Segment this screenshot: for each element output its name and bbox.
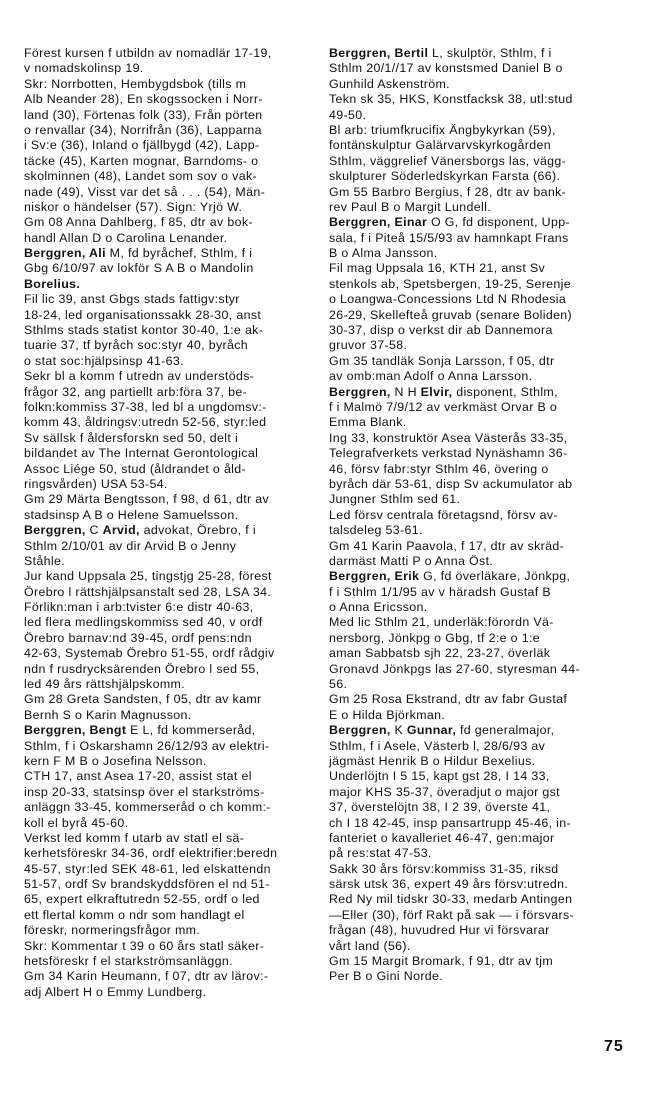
entry-text: f i Sthlm 1/1/95 av v häradsh Gustaf B — [329, 584, 551, 599]
entry-text: Ing 33, konstruktör Asea Västerås 33-35, — [329, 430, 568, 445]
text-line — [24, 908, 314, 923]
entry-text: rev Paul B o Margit Lundell. — [329, 199, 492, 214]
text-line — [329, 231, 621, 246]
text-line — [24, 816, 314, 831]
text-line — [329, 154, 621, 169]
text-line — [329, 631, 621, 646]
text-line — [329, 215, 621, 230]
entry-heading-name: Berggren, Ali — [24, 246, 106, 261]
entry-text: land (30), Förtenas folk (33), Från pörten — [24, 107, 263, 122]
entry-text: gruvor 37-58. — [329, 338, 408, 353]
entry-text: frågan (48), huvudred Hur vi försvarar — [329, 923, 550, 938]
entry-text: föreskr, normeringsfrågor mm. — [24, 923, 201, 938]
entry-text: skolminnen (48), Landet som sov o vak- — [24, 169, 257, 184]
entry-text: sala, f i Piteå 15/5/93 av hamnkapt Frans — [329, 230, 569, 245]
text-line — [329, 816, 621, 831]
text-line — [329, 923, 621, 938]
entry-heading-name: Berggren, Bengt — [24, 723, 127, 738]
text-line — [329, 123, 621, 138]
text-line — [24, 646, 314, 661]
entry-text: Fil mag Uppsala 16, KTH 21, anst Sv — [329, 261, 546, 276]
entry-heading-name: Elvir, — [420, 384, 453, 399]
text-line — [329, 108, 621, 123]
entry-text: Med lic Sthlm 21, underläk:förordn Vä- — [329, 615, 554, 630]
entry-text: Gm 35 tandläk Sonja Larsson, f 05, dtr — [329, 353, 555, 368]
text-line — [24, 108, 314, 123]
text-line — [329, 292, 621, 307]
entry-text: 45-57, styr:led SEK 48-61, led elskattendn — [24, 861, 271, 876]
text-line — [329, 77, 621, 92]
entry-text: 30-37, disp o verkst dir ab Dannemora — [329, 323, 553, 338]
entry-text: Sthlms stads statist kontor 30-40, 1:e ak- — [24, 323, 264, 338]
entry-text: led flera medlingskommiss sed 40, v ordf — [24, 615, 263, 630]
entry-text: Förlikn:man i arb:tvister 6:e distr 40-63, — [24, 600, 254, 615]
entry-text: f i Malmö 7/9/12 av verkmäst Orvar B o — [329, 399, 558, 414]
entry-text: Gm 08 Anna Dahlberg, f 85, dtr av bok- — [24, 215, 253, 230]
entry-text: fd generalmajor, — [456, 723, 555, 738]
text-line — [24, 877, 314, 892]
entry-text: Per B o Gini Norde. — [329, 969, 444, 984]
text-line — [329, 954, 621, 969]
text-line — [24, 631, 314, 646]
entry-text: Gm 29 Märta Bengtsson, f 98, d 61, dtr av — [24, 492, 270, 507]
text-line — [329, 338, 621, 353]
entry-text: Gm 15 Margit Bromark, f 91, dtr av tjm — [329, 954, 553, 969]
text-line — [329, 539, 621, 554]
entry-text: Red Ny mil tidskr 30-33, medarb Antingen — [329, 892, 573, 907]
entry-text: särsk utsk 36, expert 49 års försv:utredn. — [329, 877, 569, 892]
text-line — [24, 754, 314, 769]
entry-text: 26-29, Skellefteå gruvab (senare Boliden) — [329, 307, 573, 322]
text-line — [24, 492, 314, 507]
text-line — [329, 862, 621, 877]
text-line — [24, 739, 314, 754]
text-line — [24, 400, 314, 415]
text-line — [24, 785, 314, 800]
text-line — [329, 462, 621, 477]
text-line — [329, 692, 621, 707]
entry-text: komm 43, åldringsv:utredn 52-56, styr:led — [24, 415, 267, 430]
entry-text: aman Sabbatsb sjh 22, 23-27, överläk — [329, 646, 551, 661]
entry-text: nade (49), Visst var det så . . . (54), Män- — [24, 184, 266, 199]
entry-text: Sv sällsk f åldersforskn sed 50, delt i — [24, 430, 239, 445]
text-line — [24, 800, 314, 815]
text-line — [24, 308, 314, 323]
text-line — [329, 569, 621, 584]
entry-text: N H — [390, 384, 421, 399]
text-line — [329, 185, 621, 200]
entry-text: L, skulptör, Sthlm, f i — [428, 46, 552, 60]
text-line — [24, 892, 314, 907]
entry-text: på res:stat 47-53. — [329, 846, 432, 861]
text-line — [329, 200, 621, 215]
text-line — [329, 323, 621, 338]
text-line — [329, 892, 621, 907]
text-line — [24, 523, 314, 538]
text-line — [329, 908, 621, 923]
entry-text: 65, expert elkraftutredn 52-55, ordf o led — [24, 892, 260, 907]
text-line — [329, 446, 621, 461]
entry-text: insp 20-33, statsinsp över el starkströms- — [24, 784, 265, 799]
text-line — [329, 969, 621, 984]
text-line — [329, 261, 621, 276]
text-line — [24, 615, 314, 630]
entry-text: disponent, Sthlm, — [452, 384, 558, 399]
entry-text: G, fd överläkare, Jönkpg, — [419, 569, 571, 584]
entry-heading-name: Berggren, — [329, 384, 391, 399]
text-line — [329, 600, 621, 615]
text-line — [329, 492, 621, 507]
entry-text: ett flertal komm o ndr som handlagt el — [24, 907, 245, 922]
text-line — [24, 215, 314, 230]
text-line — [329, 877, 621, 892]
entry-text: Örebro l rättshjälpsanstalt sed 28, LSA 34. — [24, 584, 272, 599]
text-line — [24, 169, 314, 184]
text-line — [329, 939, 621, 954]
text-line — [329, 169, 621, 184]
text-line — [24, 585, 314, 600]
entry-text: Sekr bl a komm f utredn av understöds- — [24, 369, 255, 384]
entry-text: Fil lic 39, anst Gbgs stads fattigv:styr — [24, 292, 240, 307]
text-line — [24, 969, 314, 984]
page-number: 75 — [604, 1038, 624, 1055]
entry-text: Gm 34 Karin Heumann, f 07, dtr av lärov:- — [24, 969, 269, 984]
text-line — [329, 508, 621, 523]
entry-heading-name: Gunnar, — [406, 723, 457, 738]
text-line — [24, 831, 314, 846]
entry-text: adj Albert H o Emmy Lundberg. — [24, 984, 207, 999]
entry-text: Gm 55 Barbro Bergius, f 28, dtr av bank- — [329, 184, 567, 199]
text-line — [329, 677, 621, 692]
entry-text: 49-50. — [329, 107, 367, 122]
entry-text: Alb Neander 28), En skogssocken i Norr- — [24, 92, 263, 107]
entry-text: Assoc Liége 50, stud (åldrandet o åld- — [24, 461, 247, 476]
entry-text: Gm 41 Karin Paavola, f 17, dtr av skräd- — [329, 538, 565, 553]
text-line — [329, 308, 621, 323]
text-line — [24, 277, 314, 292]
text-line — [24, 939, 314, 954]
text-line — [24, 539, 314, 554]
entry-text: niskor o händelser (57). Sign: Yrjö W. — [24, 199, 243, 214]
entry-text: Ståhle. — [24, 553, 66, 568]
entry-text: 37, överstelöjtn 38, I 2 39, överste 41, — [329, 800, 551, 815]
text-line — [24, 677, 314, 692]
text-line — [329, 61, 621, 76]
entry-text: CTH 17, anst Asea 17-20, assist stat el — [24, 769, 252, 784]
text-line — [329, 92, 621, 107]
text-line — [24, 508, 314, 523]
entry-text: ringsvården) USA 53-54. — [24, 476, 168, 491]
entry-text: M, fd byråchef, Sthlm, f i — [105, 246, 253, 261]
entry-text: skulpturer Söderledskyrkan Farsta (66). — [329, 169, 561, 184]
text-line — [24, 246, 314, 261]
entry-text: —Eller (30), förf Rakt på sak — i försvars- — [329, 907, 575, 922]
text-line — [329, 431, 621, 446]
text-line — [24, 138, 314, 153]
entry-text: Gronavd Jönkpgs las 27-60, styresman 44- — [329, 661, 580, 676]
entry-text: major KHS 35-37, överadjut o major gst — [329, 784, 560, 799]
entry-text: Skr: Kommentar t 39 o 60 års statl säker- — [24, 938, 265, 953]
entry-text: Örebro barnav:nd 39-45, ordf pens:ndn — [24, 630, 252, 645]
entry-text: led 49 års rättshjälpskomm. — [24, 677, 185, 692]
text-line — [24, 261, 314, 276]
entry-text: Gm 28 Greta Sandsten, f 05, dtr av kamr — [24, 692, 262, 707]
text-line — [24, 92, 314, 107]
entry-heading-name: Arvid, — [102, 523, 140, 538]
entry-text: koll el byrå 45-60. — [24, 815, 129, 830]
entry-text: advokat, Örebro, f i — [139, 523, 256, 538]
text-line — [24, 385, 314, 400]
entry-text: o stat soc:hjälpsinsp 41-63. — [24, 353, 184, 368]
entry-text: 18-24, led organisationssakk 28-30, anst — [24, 307, 262, 322]
entry-text: Sthlm 2/10/01 av dir Arvid B o Jenny — [24, 538, 237, 553]
entry-text: nersborg, Jönkpg o Gbg, tf 2:e o 1:e — [329, 630, 540, 645]
text-line — [24, 846, 314, 861]
entry-text: Bernh S o Karin Magnusson. — [24, 707, 192, 722]
entry-heading-name: Berggren, Einar — [329, 215, 428, 230]
text-line — [24, 554, 314, 569]
entry-text: byråch där 53-61, disp Sv ackumulator ab — [329, 476, 573, 491]
text-line — [24, 692, 314, 707]
text-line — [329, 415, 621, 430]
text-line — [24, 862, 314, 877]
text-line — [24, 569, 314, 584]
entry-text: jägmäst Henrik B o Hildur Bexelius. — [329, 753, 536, 768]
text-line — [329, 662, 621, 677]
entry-text: stenkols ab, Spetsbergen, 19-25, Serenje — [329, 276, 571, 291]
text-line — [24, 600, 314, 615]
text-line — [24, 200, 314, 215]
text-line — [329, 723, 621, 738]
entry-text: bildandet av The Internat Gerontological — [24, 446, 259, 461]
text-line — [329, 785, 621, 800]
text-line — [24, 769, 314, 784]
entry-text: O G, fd disponent, Upp- — [427, 215, 570, 230]
entry-text: B o Alma Jansson. — [329, 246, 438, 261]
entry-text: K — [390, 723, 407, 738]
text-line — [24, 462, 314, 477]
text-line — [24, 723, 314, 738]
entry-text: v nomadskolinsp 19. — [24, 61, 144, 76]
text-line — [24, 154, 314, 169]
text-line — [329, 585, 621, 600]
text-line — [24, 923, 314, 938]
entry-heading-name: Berggren, — [329, 723, 391, 738]
entry-text: darmäst Matti P o Anna Öst. — [329, 553, 494, 568]
text-line — [329, 831, 621, 846]
text-line — [24, 985, 314, 1000]
entry-text: i Sv:e (36), Inland o fjällbygd (42), Lapp- — [24, 138, 260, 153]
entry-text: ch I 18 42-45, insp pansartrupp 45-46, in- — [329, 815, 572, 830]
text-line — [24, 354, 314, 369]
entry-text: Bl arb: triumfkrucifix Ängbykyrkan (59), — [329, 122, 556, 137]
entry-text: 56. — [329, 677, 348, 692]
text-line — [329, 523, 621, 538]
entry-text: Gm 25 Rosa Ekstrand, dtr av fabr Gustaf — [329, 692, 568, 707]
entry-text: anläggn 33-45, kommerseråd o ch komm:- — [24, 800, 271, 815]
entry-text: Led försv centrala företagsnd, försv av- — [329, 507, 558, 522]
entry-text: o Anna Ericsson. — [329, 600, 428, 615]
text-line — [24, 292, 314, 307]
entry-text: Sthlm 20/1//17 av konstsmed Daniel B o — [329, 61, 563, 76]
text-line — [329, 708, 621, 723]
entry-text: Jur kand Uppsala 25, tingstjg 25-28, förest — [24, 569, 272, 584]
text-line — [329, 554, 621, 569]
text-line — [329, 138, 621, 153]
entry-text: Gunhild Askenström. — [329, 76, 450, 91]
entry-text: Sakk 30 års försv:kommiss 31-35, riksd — [329, 861, 559, 876]
entry-text: 51-57, ordf Sv brandskyddsfören el nd 51- — [24, 877, 270, 892]
text-line — [329, 846, 621, 861]
entry-text: vårt land (56). — [329, 938, 411, 953]
entry-text: kerhetsföreskr 34-36, ordf elektrifier:beredn — [24, 846, 278, 861]
entry-heading-name: Borelius. — [24, 276, 81, 291]
entry-text: frågor 32, ang partiellt arb:föra 37, be- — [24, 384, 248, 399]
entry-text: talsdeleg 53-61. — [329, 523, 423, 538]
entry-text: fanteriet o kavalleriet 46-47, gen:major — [329, 830, 555, 845]
entry-text: av omb:man Adolf o Anna Larsson. — [329, 369, 533, 384]
entry-heading-name: Berggren, Bertil — [329, 46, 429, 60]
text-line — [329, 246, 621, 261]
entry-text: Sthlm, f i Asele, Västerb l, 28/6/93 av — [329, 738, 546, 753]
text-line — [329, 615, 621, 630]
text-line — [329, 400, 621, 415]
entry-text: C — [85, 523, 103, 538]
text-line — [329, 385, 621, 400]
entry-text: E o Hilda Björkman. — [329, 707, 446, 722]
text-line — [24, 61, 314, 76]
entry-heading-name: Berggren, Erik — [329, 569, 420, 584]
entry-text: o Loangwa-Concessions Ltd N Rhodesia — [329, 292, 567, 307]
text-line — [329, 646, 621, 661]
text-line — [24, 231, 314, 246]
entry-text: Förest kursen f utbildn av nomadlär 17-19, — [24, 46, 272, 60]
entry-heading-name: Berggren, — [24, 523, 86, 538]
entry-text: E L, fd kommerseråd, — [126, 723, 256, 738]
text-line — [24, 123, 314, 138]
text-line — [24, 477, 314, 492]
right-column — [329, 46, 621, 985]
entry-text: tuarie 37, tf byråch soc:styr 40, byråch — [24, 338, 249, 353]
text-line — [329, 369, 621, 384]
text-line — [24, 77, 314, 92]
text-line — [329, 354, 621, 369]
entry-text: Gbg 6/10/97 av lokför S A B o Mandolin — [24, 261, 254, 276]
entry-text: Skr: Norrbotten, Hembygdsbok (tills m — [24, 76, 247, 91]
entry-text: folkn:kommiss 37-38, led bl a ungdomsv:- — [24, 399, 267, 414]
entry-text: Tekn sk 35, HKS, Konstfacksk 38, utl:stud — [329, 92, 573, 107]
text-line — [329, 739, 621, 754]
text-line — [24, 185, 314, 200]
text-line — [329, 754, 621, 769]
entry-text: stadsinsp A B o Helene Samuelsson. — [24, 507, 239, 522]
entry-text: kern F M B o Josefina Nelsson. — [24, 753, 207, 768]
entry-text: 42-63, Systemab Örebro 51-55, ordf rådgiv — [24, 646, 275, 661]
entry-text: täcke (45), Karten mognar, Barndoms- o — [24, 153, 259, 168]
left-column — [24, 46, 314, 1000]
text-line — [24, 662, 314, 677]
entry-text: Underlöjtn I 5 15, kapt gst 28, I 14 33, — [329, 769, 550, 784]
entry-text: 46, försv fabr:styr Sthlm 46, övering o — [329, 461, 549, 476]
text-line — [329, 477, 621, 492]
entry-text: handl Allan D o Carolina Lenander. — [24, 230, 228, 245]
text-line — [329, 800, 621, 815]
entry-text: fontänskulptur Galärvarvskyrkogården — [329, 138, 551, 153]
text-line — [24, 431, 314, 446]
entry-text: Verkst led komm f utarb av statl el sä- — [24, 830, 245, 845]
entry-text: Emma Blank. — [329, 415, 407, 430]
entry-text: hetsföreskr f el starkströmsanläggn. — [24, 954, 233, 969]
entry-text: Sthlm, väggrelief Vänersborgs las, vägg- — [329, 153, 567, 168]
entry-text: Telegrafverkets verkstad Nynäshamn 36- — [329, 446, 568, 461]
text-line — [24, 446, 314, 461]
text-line — [24, 415, 314, 430]
text-line — [24, 323, 314, 338]
text-line — [24, 708, 314, 723]
entry-text: Sthlm, f i Oskarshamn 26/12/93 av elektri- — [24, 738, 270, 753]
entry-text: o renvallar (34), Norrifrån (36), Lapparna — [24, 122, 262, 137]
text-line — [24, 338, 314, 353]
entry-text: Jungner Sthlm sed 61. — [329, 492, 461, 507]
text-line — [329, 277, 621, 292]
text-line — [329, 46, 621, 61]
text-line — [329, 769, 621, 784]
text-line — [24, 954, 314, 969]
text-line — [24, 369, 314, 384]
text-line — [24, 46, 314, 61]
entry-text: ndn f rusdrycksärenden Örebro l sed 55, — [24, 661, 260, 676]
